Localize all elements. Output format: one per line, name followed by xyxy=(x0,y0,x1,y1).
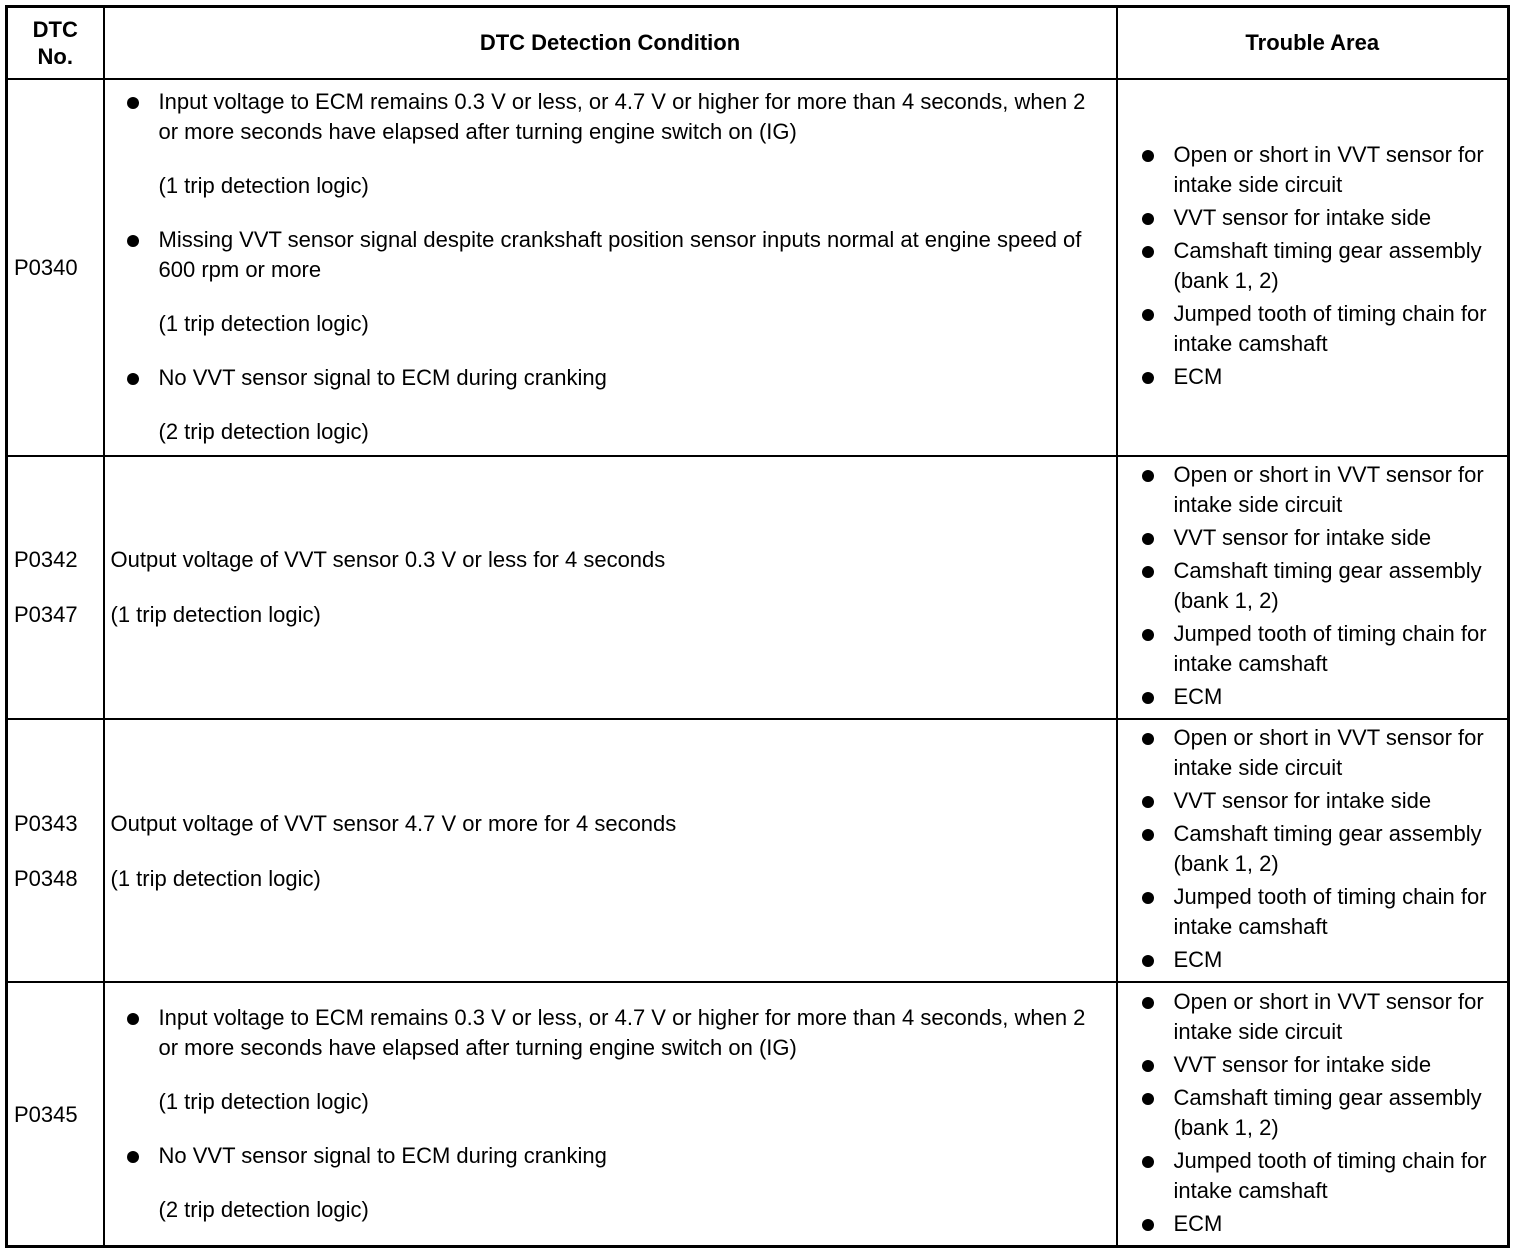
bullet-icon xyxy=(127,373,139,385)
bullet-icon xyxy=(1142,533,1154,545)
bullet-icon xyxy=(127,1013,139,1025)
trip-logic-note: (2 trip detection logic) xyxy=(158,1197,369,1223)
bullet-icon xyxy=(1142,246,1154,258)
bullet-icon xyxy=(1142,733,1154,745)
trouble-area-item: Open or short in VVT sensor for intake side circuit xyxy=(1142,140,1502,200)
condition-item: No VVT sensor signal to ECM during cranking xyxy=(125,1141,1108,1171)
condition-cell xyxy=(104,79,1117,456)
trouble-area-item: ECM xyxy=(1142,945,1502,975)
trouble-area-item: Camshaft timing gear assembly (bank 1, 2) xyxy=(1142,556,1502,616)
trouble-area-item: Camshaft timing gear assembly (bank 1, 2) xyxy=(1142,819,1502,879)
trouble-area-item: Open or short in VVT sensor for intake side circuit xyxy=(1142,460,1502,520)
bullet-icon xyxy=(1142,213,1154,225)
dtc-code-cell xyxy=(7,719,104,982)
trouble-area-item: Camshaft timing gear assembly (bank 1, 2) xyxy=(1142,236,1502,296)
trouble-area-item: Jumped tooth of timing chain for intake camshaft xyxy=(1142,299,1502,359)
bullet-icon xyxy=(127,235,139,247)
dtc-code: P0343 xyxy=(14,810,78,836)
condition-cell xyxy=(104,982,1117,1246)
trouble-area-item: Jumped tooth of timing chain for intake camshaft xyxy=(1142,1146,1502,1206)
bullet-icon xyxy=(1142,955,1154,967)
condition-text: Output voltage of VVT sensor 4.7 V or more for 4 seconds xyxy=(110,810,677,836)
trouble-area-item: Camshaft timing gear assembly (bank 1, 2) xyxy=(1142,1083,1502,1143)
trip-logic-note: (1 trip detection logic) xyxy=(110,602,321,628)
trouble-area-item: VVT sensor for intake side xyxy=(1142,1050,1502,1080)
bullet-icon xyxy=(1142,1060,1154,1072)
condition-cell xyxy=(104,719,1117,982)
trip-logic-note: (1 trip detection logic) xyxy=(110,865,321,891)
bullet-icon xyxy=(1142,997,1154,1009)
condition-cell xyxy=(104,456,1117,719)
trouble-area-item: ECM xyxy=(1142,682,1502,712)
bullet-icon xyxy=(1142,372,1154,384)
bullet-icon xyxy=(1142,892,1154,904)
trouble-area-item: VVT sensor for intake side xyxy=(1142,786,1502,816)
header-dtc-no: DTC No. xyxy=(7,7,104,79)
dtc-code: P0342 xyxy=(14,547,78,573)
bullet-icon xyxy=(1142,629,1154,641)
dtc-table xyxy=(5,5,1510,1248)
bullet-icon xyxy=(1142,829,1154,841)
table-row xyxy=(7,719,1509,982)
bullet-icon xyxy=(1142,796,1154,808)
dtc-code-cell xyxy=(7,456,104,719)
trouble-area-cell xyxy=(1117,79,1509,456)
trouble-area-item: Jumped tooth of timing chain for intake camshaft xyxy=(1142,619,1502,679)
header-trouble-area: Trouble Area xyxy=(1117,7,1509,79)
trip-logic-note: (1 trip detection logic) xyxy=(158,311,369,337)
table-row xyxy=(7,79,1509,456)
trouble-area-item: VVT sensor for intake side xyxy=(1142,523,1502,553)
bullet-icon xyxy=(1142,1156,1154,1168)
trouble-area-cell xyxy=(1117,982,1509,1246)
trip-logic-note: (1 trip detection logic) xyxy=(158,1089,369,1115)
condition-item: No VVT sensor signal to ECM during cranking xyxy=(125,363,1108,393)
dtc-code: P0348 xyxy=(14,865,78,891)
bullet-icon xyxy=(1142,470,1154,482)
bullet-icon xyxy=(127,97,139,109)
trip-logic-note: (2 trip detection logic) xyxy=(158,419,369,445)
bullet-icon xyxy=(1142,150,1154,162)
condition-text: Output voltage of VVT sensor 0.3 V or less for 4 seconds xyxy=(110,547,666,573)
bullet-icon xyxy=(1142,566,1154,578)
table-header-row xyxy=(7,7,1509,79)
header-detection-condition: DTC Detection Condition xyxy=(104,7,1117,79)
bullet-icon xyxy=(1142,1219,1154,1231)
condition-item: Input voltage to ECM remains 0.3 V or less, or 4.7 V or higher for more than 4 seconds, when 2 or more seconds have elapsed after turning engine switch on (IG) xyxy=(125,1003,1108,1063)
trouble-area-cell xyxy=(1117,456,1509,719)
trouble-area-item: Open or short in VVT sensor for intake side circuit xyxy=(1142,723,1502,783)
trouble-area-item: ECM xyxy=(1142,1209,1502,1239)
condition-item: Missing VVT sensor signal despite crankshaft position sensor inputs normal at engine speed of 600 rpm or more xyxy=(125,225,1108,285)
bullet-icon xyxy=(1142,1093,1154,1105)
trouble-area-item: Open or short in VVT sensor for intake side circuit xyxy=(1142,987,1502,1047)
dtc-code: P0345 xyxy=(14,1101,78,1127)
bullet-icon xyxy=(1142,309,1154,321)
dtc-code: P0340 xyxy=(14,254,78,280)
table-row xyxy=(7,456,1509,719)
dtc-code: P0347 xyxy=(14,602,78,628)
trip-logic-note: (1 trip detection logic) xyxy=(158,173,369,199)
trouble-area-item: Jumped tooth of timing chain for intake camshaft xyxy=(1142,882,1502,942)
condition-item: Input voltage to ECM remains 0.3 V or less, or 4.7 V or higher for more than 4 seconds, when 2 or more seconds have elapsed after turning engine switch on (IG) xyxy=(125,87,1108,147)
bullet-icon xyxy=(1142,692,1154,704)
dtc-code-cell xyxy=(7,79,104,456)
trouble-area-item: VVT sensor for intake side xyxy=(1142,203,1502,233)
table-row xyxy=(7,982,1509,1246)
trouble-area-cell xyxy=(1117,719,1509,982)
trouble-area-item: ECM xyxy=(1142,362,1502,392)
dtc-code-cell xyxy=(7,982,104,1246)
bullet-icon xyxy=(127,1151,139,1163)
